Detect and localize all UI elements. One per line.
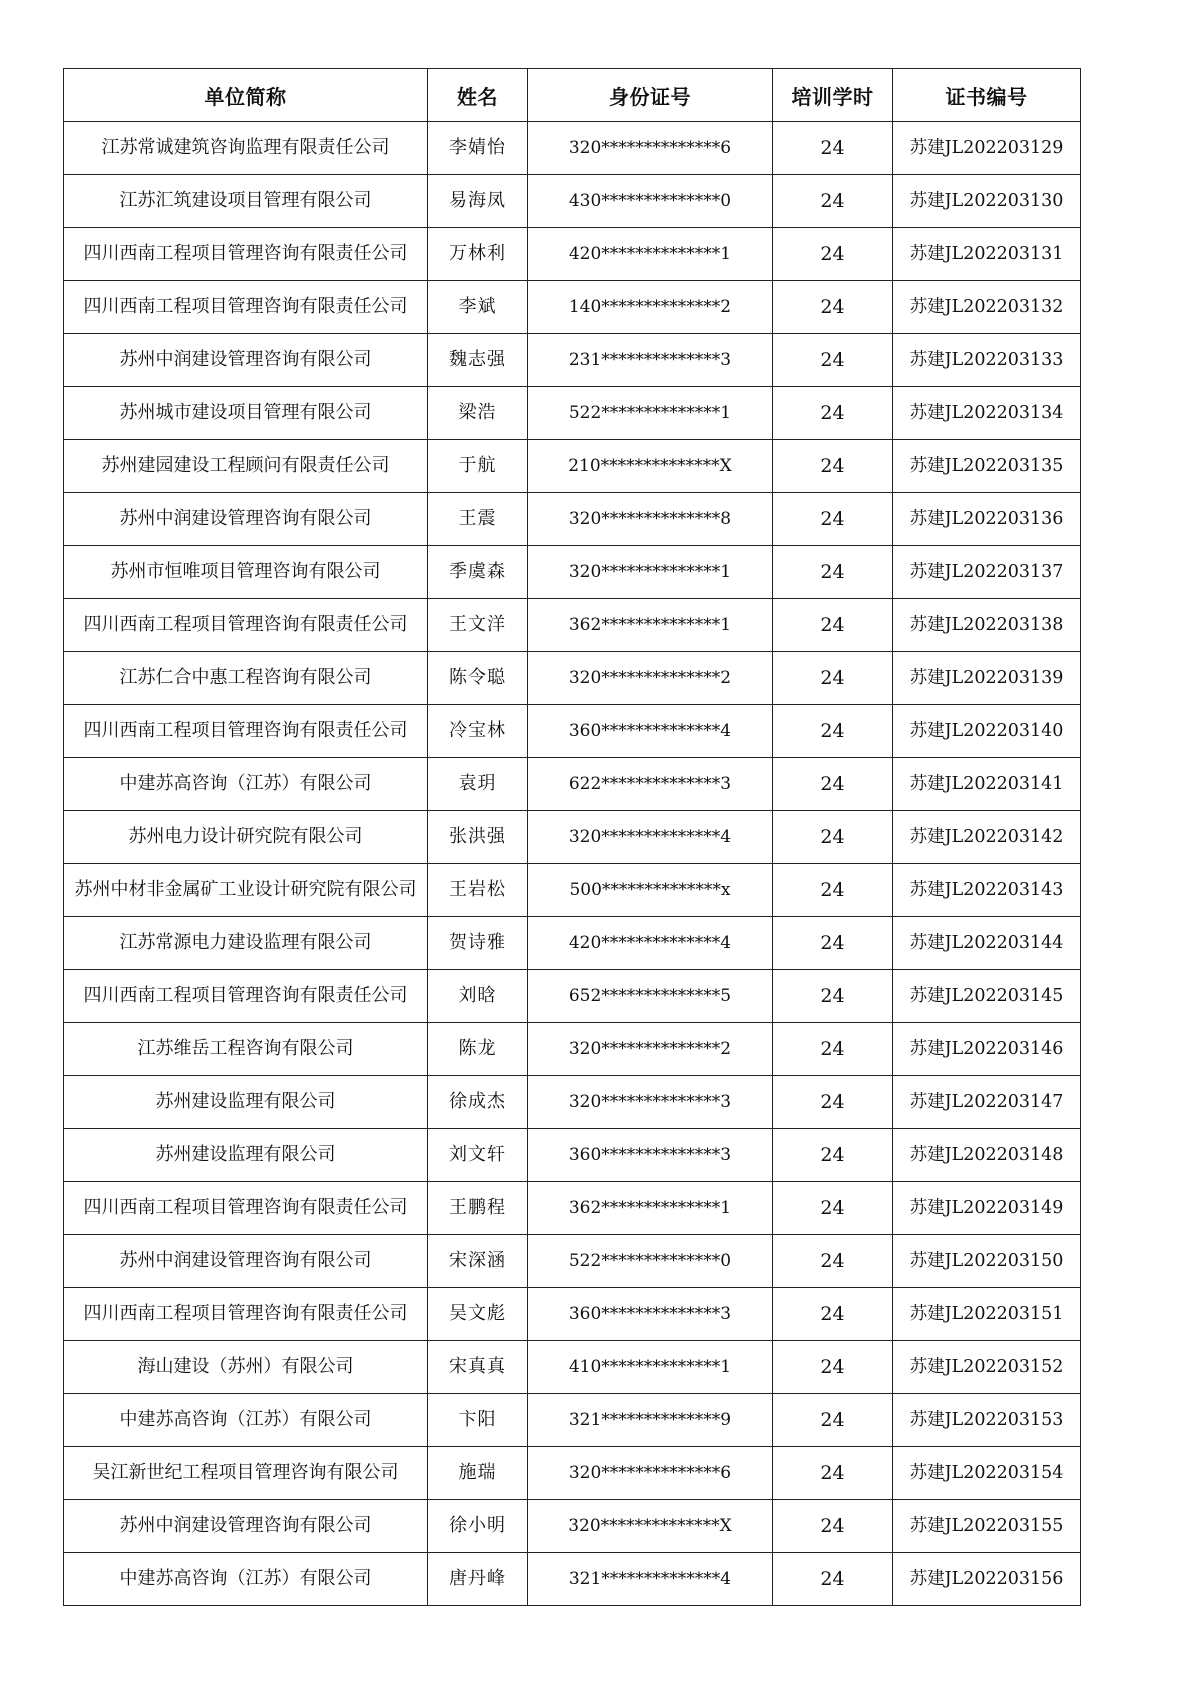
cell-unit: 江苏常源电力建设监理有限公司	[64, 917, 428, 970]
cell-unit: 苏州建设监理有限公司	[64, 1129, 428, 1182]
cell-id-number: 410**************1	[528, 1341, 773, 1394]
cell-certificate-number: 苏建JL202203129	[893, 122, 1081, 175]
cell-certificate-number: 苏建JL202203138	[893, 599, 1081, 652]
cell-unit: 苏州电力设计研究院有限公司	[64, 811, 428, 864]
cell-training-hours: 24	[773, 1076, 893, 1129]
table-row	[64, 1341, 1081, 1394]
table-row	[64, 1182, 1081, 1235]
cell-certificate-number: 苏建JL202203150	[893, 1235, 1081, 1288]
cell-unit: 江苏常诚建筑咨询监理有限责任公司	[64, 122, 428, 175]
cell-unit: 中建苏高咨询（江苏）有限公司	[64, 1553, 428, 1606]
cell-id-number: 420**************4	[528, 917, 773, 970]
table-body	[64, 122, 1081, 1606]
table-row	[64, 440, 1081, 493]
cell-name: 王震	[428, 493, 528, 546]
cell-certificate-number: 苏建JL202203136	[893, 493, 1081, 546]
cell-id-number: 522**************0	[528, 1235, 773, 1288]
cell-training-hours: 24	[773, 281, 893, 334]
cell-training-hours: 24	[773, 811, 893, 864]
table-row	[64, 1023, 1081, 1076]
cell-id-number: 321**************4	[528, 1553, 773, 1606]
cell-training-hours: 24	[773, 122, 893, 175]
table-row	[64, 281, 1081, 334]
cell-training-hours: 24	[773, 493, 893, 546]
cell-training-hours: 24	[773, 1129, 893, 1182]
cell-name: 张洪强	[428, 811, 528, 864]
cell-name: 李斌	[428, 281, 528, 334]
cell-unit: 江苏汇筑建设项目管理有限公司	[64, 175, 428, 228]
cell-certificate-number: 苏建JL202203148	[893, 1129, 1081, 1182]
cell-training-hours: 24	[773, 334, 893, 387]
cell-training-hours: 24	[773, 387, 893, 440]
cell-id-number: 522**************1	[528, 387, 773, 440]
header-unit: 单位简称	[64, 69, 428, 122]
header-id-number: 身份证号	[528, 69, 773, 122]
cell-name: 宋深涵	[428, 1235, 528, 1288]
cell-certificate-number: 苏建JL202203134	[893, 387, 1081, 440]
cell-unit: 四川西南工程项目管理咨询有限责任公司	[64, 1288, 428, 1341]
table-row	[64, 1500, 1081, 1553]
table-row	[64, 758, 1081, 811]
cell-unit: 苏州建园建设工程顾问有限责任公司	[64, 440, 428, 493]
cell-id-number: 420**************1	[528, 228, 773, 281]
cell-name: 袁玥	[428, 758, 528, 811]
cell-training-hours: 24	[773, 175, 893, 228]
cell-unit: 江苏维岳工程咨询有限公司	[64, 1023, 428, 1076]
header-certificate-number: 证书编号	[893, 69, 1081, 122]
cell-id-number: 320**************8	[528, 493, 773, 546]
cell-training-hours: 24	[773, 599, 893, 652]
cell-name: 徐成杰	[428, 1076, 528, 1129]
cell-certificate-number: 苏建JL202203143	[893, 864, 1081, 917]
cell-training-hours: 24	[773, 705, 893, 758]
cell-certificate-number: 苏建JL202203147	[893, 1076, 1081, 1129]
cell-unit: 苏州市恒唯项目管理咨询有限公司	[64, 546, 428, 599]
cell-training-hours: 24	[773, 917, 893, 970]
cell-name: 施瑞	[428, 1447, 528, 1500]
cell-training-hours: 24	[773, 652, 893, 705]
header-name: 姓名	[428, 69, 528, 122]
cell-name: 万林利	[428, 228, 528, 281]
table-row	[64, 652, 1081, 705]
cell-certificate-number: 苏建JL202203145	[893, 970, 1081, 1023]
cell-id-number: 320**************X	[528, 1500, 773, 1553]
cell-name: 魏志强	[428, 334, 528, 387]
table-row	[64, 175, 1081, 228]
cell-id-number: 320**************6	[528, 122, 773, 175]
header-row	[64, 69, 1081, 122]
cell-id-number: 360**************3	[528, 1129, 773, 1182]
cell-unit: 四川西南工程项目管理咨询有限责任公司	[64, 1182, 428, 1235]
cell-unit: 四川西南工程项目管理咨询有限责任公司	[64, 705, 428, 758]
cell-id-number: 321**************9	[528, 1394, 773, 1447]
cell-name: 陈令聪	[428, 652, 528, 705]
cell-name: 宋真真	[428, 1341, 528, 1394]
cell-certificate-number: 苏建JL202203139	[893, 652, 1081, 705]
cell-training-hours: 24	[773, 1394, 893, 1447]
cell-id-number: 430**************0	[528, 175, 773, 228]
cell-certificate-number: 苏建JL202203156	[893, 1553, 1081, 1606]
cell-training-hours: 24	[773, 864, 893, 917]
table-row	[64, 970, 1081, 1023]
table-row	[64, 1288, 1081, 1341]
cell-name: 陈龙	[428, 1023, 528, 1076]
cell-id-number: 320**************3	[528, 1076, 773, 1129]
cell-id-number: 210**************X	[528, 440, 773, 493]
cell-training-hours: 24	[773, 228, 893, 281]
cell-name: 冷宝林	[428, 705, 528, 758]
cell-id-number: 320**************6	[528, 1447, 773, 1500]
cell-certificate-number: 苏建JL202203140	[893, 705, 1081, 758]
cell-certificate-number: 苏建JL202203152	[893, 1341, 1081, 1394]
cell-unit: 苏州中材非金属矿工业设计研究院有限公司	[64, 864, 428, 917]
cell-training-hours: 24	[773, 1500, 893, 1553]
table-row	[64, 546, 1081, 599]
cell-id-number: 320**************4	[528, 811, 773, 864]
cell-unit: 中建苏高咨询（江苏）有限公司	[64, 758, 428, 811]
cell-training-hours: 24	[773, 546, 893, 599]
cell-certificate-number: 苏建JL202203135	[893, 440, 1081, 493]
cell-name: 于航	[428, 440, 528, 493]
table-row	[64, 811, 1081, 864]
cell-certificate-number: 苏建JL202203133	[893, 334, 1081, 387]
cell-certificate-number: 苏建JL202203155	[893, 1500, 1081, 1553]
cell-certificate-number: 苏建JL202203131	[893, 228, 1081, 281]
cell-name: 易海凤	[428, 175, 528, 228]
cell-unit: 中建苏高咨询（江苏）有限公司	[64, 1394, 428, 1447]
table-row	[64, 122, 1081, 175]
cell-certificate-number: 苏建JL202203137	[893, 546, 1081, 599]
cell-id-number: 362**************1	[528, 599, 773, 652]
cell-unit: 四川西南工程项目管理咨询有限责任公司	[64, 970, 428, 1023]
cell-certificate-number: 苏建JL202203151	[893, 1288, 1081, 1341]
cell-id-number: 360**************4	[528, 705, 773, 758]
cell-unit: 四川西南工程项目管理咨询有限责任公司	[64, 281, 428, 334]
cell-certificate-number: 苏建JL202203154	[893, 1447, 1081, 1500]
cell-unit: 四川西南工程项目管理咨询有限责任公司	[64, 599, 428, 652]
table-row	[64, 864, 1081, 917]
cell-id-number: 231**************3	[528, 334, 773, 387]
cell-unit: 苏州中润建设管理咨询有限公司	[64, 1235, 428, 1288]
header-training-hours: 培训学时	[773, 69, 893, 122]
table-row	[64, 493, 1081, 546]
table-row	[64, 1235, 1081, 1288]
cell-training-hours: 24	[773, 1447, 893, 1500]
cell-unit: 苏州中润建设管理咨询有限公司	[64, 334, 428, 387]
cell-certificate-number: 苏建JL202203130	[893, 175, 1081, 228]
cell-id-number: 500**************x	[528, 864, 773, 917]
cell-unit: 四川西南工程项目管理咨询有限责任公司	[64, 228, 428, 281]
cell-id-number: 360**************3	[528, 1288, 773, 1341]
table-row	[64, 1129, 1081, 1182]
cell-training-hours: 24	[773, 1023, 893, 1076]
cell-training-hours: 24	[773, 1553, 893, 1606]
table-row	[64, 1394, 1081, 1447]
cell-unit: 苏州建设监理有限公司	[64, 1076, 428, 1129]
table-row	[64, 228, 1081, 281]
cell-id-number: 320**************2	[528, 652, 773, 705]
cell-training-hours: 24	[773, 1182, 893, 1235]
cell-name: 吴文彪	[428, 1288, 528, 1341]
cell-name: 季虞森	[428, 546, 528, 599]
cell-name: 王岩松	[428, 864, 528, 917]
cell-unit: 苏州中润建设管理咨询有限公司	[64, 1500, 428, 1553]
cell-unit: 江苏仁合中惠工程咨询有限公司	[64, 652, 428, 705]
cell-name: 贺诗雅	[428, 917, 528, 970]
table-row	[64, 1553, 1081, 1606]
table-row	[64, 917, 1081, 970]
cell-name: 刘晗	[428, 970, 528, 1023]
cell-certificate-number: 苏建JL202203146	[893, 1023, 1081, 1076]
cell-name: 李婧怡	[428, 122, 528, 175]
cell-certificate-number: 苏建JL202203141	[893, 758, 1081, 811]
cell-training-hours: 24	[773, 1288, 893, 1341]
cell-id-number: 320**************2	[528, 1023, 773, 1076]
cell-id-number: 320**************1	[528, 546, 773, 599]
cell-certificate-number: 苏建JL202203142	[893, 811, 1081, 864]
cell-id-number: 362**************1	[528, 1182, 773, 1235]
table-row	[64, 387, 1081, 440]
cell-name: 徐小明	[428, 1500, 528, 1553]
cell-unit: 苏州中润建设管理咨询有限公司	[64, 493, 428, 546]
cell-name: 唐丹峰	[428, 1553, 528, 1606]
cell-name: 王鹏程	[428, 1182, 528, 1235]
cell-training-hours: 24	[773, 1341, 893, 1394]
cell-id-number: 622**************3	[528, 758, 773, 811]
cell-training-hours: 24	[773, 1235, 893, 1288]
table-row	[64, 705, 1081, 758]
cell-id-number: 652**************5	[528, 970, 773, 1023]
cell-name: 王文洋	[428, 599, 528, 652]
training-records-table	[63, 68, 1081, 1606]
cell-name: 刘文轩	[428, 1129, 528, 1182]
cell-certificate-number: 苏建JL202203132	[893, 281, 1081, 334]
cell-unit: 吴江新世纪工程项目管理咨询有限公司	[64, 1447, 428, 1500]
cell-unit: 苏州城市建设项目管理有限公司	[64, 387, 428, 440]
cell-training-hours: 24	[773, 758, 893, 811]
table-row	[64, 1447, 1081, 1500]
cell-certificate-number: 苏建JL202203153	[893, 1394, 1081, 1447]
table-row	[64, 599, 1081, 652]
cell-id-number: 140**************2	[528, 281, 773, 334]
table-row	[64, 1076, 1081, 1129]
cell-certificate-number: 苏建JL202203144	[893, 917, 1081, 970]
table-row	[64, 334, 1081, 387]
cell-training-hours: 24	[773, 440, 893, 493]
cell-name: 梁浩	[428, 387, 528, 440]
cell-certificate-number: 苏建JL202203149	[893, 1182, 1081, 1235]
cell-training-hours: 24	[773, 970, 893, 1023]
cell-unit: 海山建设（苏州）有限公司	[64, 1341, 428, 1394]
cell-name: 卞阳	[428, 1394, 528, 1447]
